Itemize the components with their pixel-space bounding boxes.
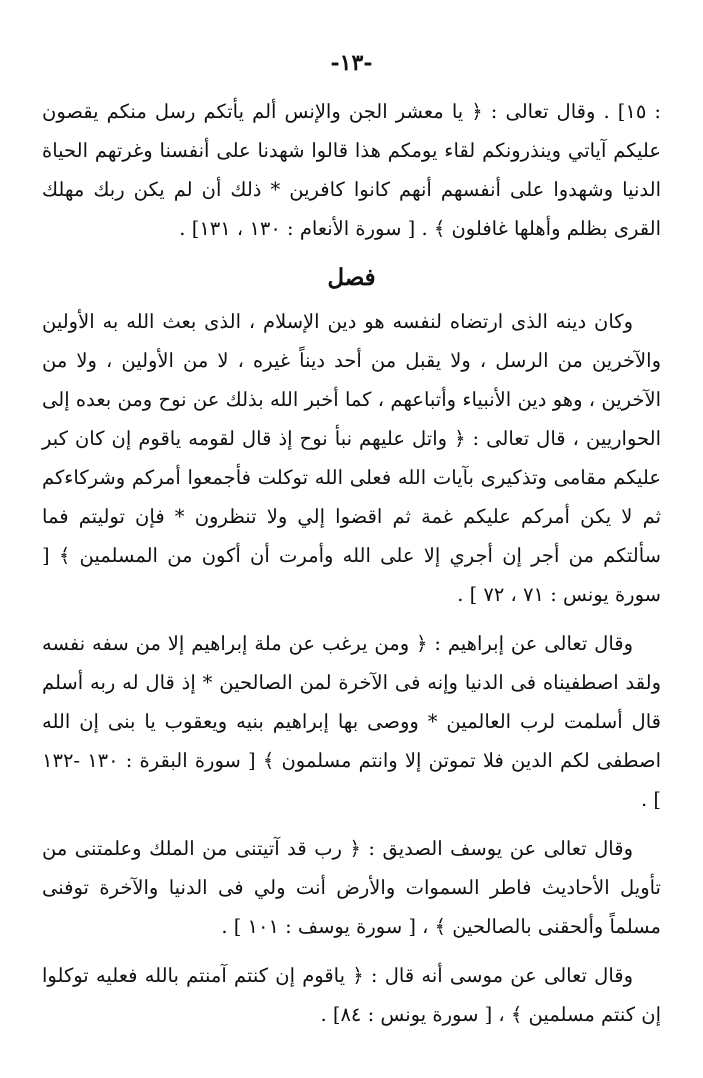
section-heading: فصل [327,264,376,291]
paragraph-ibrahim: وقال تعالى عن إبراهيم : ﴿ ومن يرغب عن ملة إبراهيم إلا من سفه نفسه ولقد اصطفيناه فى الدنيا وإنه فى الآخرة لمن الصالحين * إذ قال له ربه أسلم قال أسلمت لرب العالمين * ووصى بها إبراهيم بنيه ويعقوب يا بنى إن الله اصطفى لكم الدين فلا تموتن إلا وانتم مسلمون ﴾ [ سورة البقرة : ١٣٠ -١٣٢ ] . [42,632,661,811]
paragraph-yusuf: وقال تعالى عن يوسف الصديق : ﴿ رب قد آتيتنى من الملك وعلمتنى من تأويل الأحاديث فاطر السموات والأرض أنت ولي فى الدنيا والآخرة توفنى مسلماً وألحقنى بالصالحين ﴾ ، [ سورة يوسف : ١٠١ ] . [42,837,661,938]
paragraph-musa: وقال تعالى عن موسى أنه قال : ﴿ ياقوم إن كنتم آمنتم بالله فعليه توكلوا إن كنتم مسلمين ﴾ ، [ سورة يونس : ٨٤] . [42,964,661,1026]
page-number: -١٣- [330,50,373,76]
paragraph-quran-anam: : ١٥] . وقال تعالى : ﴿ يا معشر الجن والإنس ألم يأتكم رسل منكم يقصون عليكم آياتي وينذرونكم لقاء يومكم هذا قالوا شهدنا على أنفسنا وغرتهم الحياة الدنيا وشهدوا على أنفسهم أنهم كانوا كافرين * ذلك أن لم يكن ربك مهلك القرى بظلم وأهلها غافلون ﴾ . [ سورة الأنعام : ١٣٠ ، ١٣١] . [42,100,661,240]
paragraph-religion-islam: وكان دينه الذى ارتضاه لنفسه هو دين الإسلام ، الذى بعث الله به الأولين والآخرين من الرسل ، ولا يقبل من أحد ديناً غيره ، لا من الأولين ، ولا من الآخرين ، وهو دين الأنبياء وأتباعهم ، كما أخبر الله بذلك عن نوح ومن بعده إلى الحواريين ، قال تعالى : ﴿ واتل عليهم نبأ نوح إذ قال لقومه ياقوم إن كان كبر عليكم مقامى وتذكيرى بآيات الله فعلى الله توكلت فأجمعوا أمركم وشركاءكم ثم لا يكن أمركم عليكم غمة ثم اقضوا إلي ولا تنظرون * فإن توليتم فما سألتكم من أجر إن أجري إلا على الله وأمرت أن أكون من المسلمين ﴾ [ سورة يونس : ٧١ ، ٧٢ ] . [42,310,661,606]
